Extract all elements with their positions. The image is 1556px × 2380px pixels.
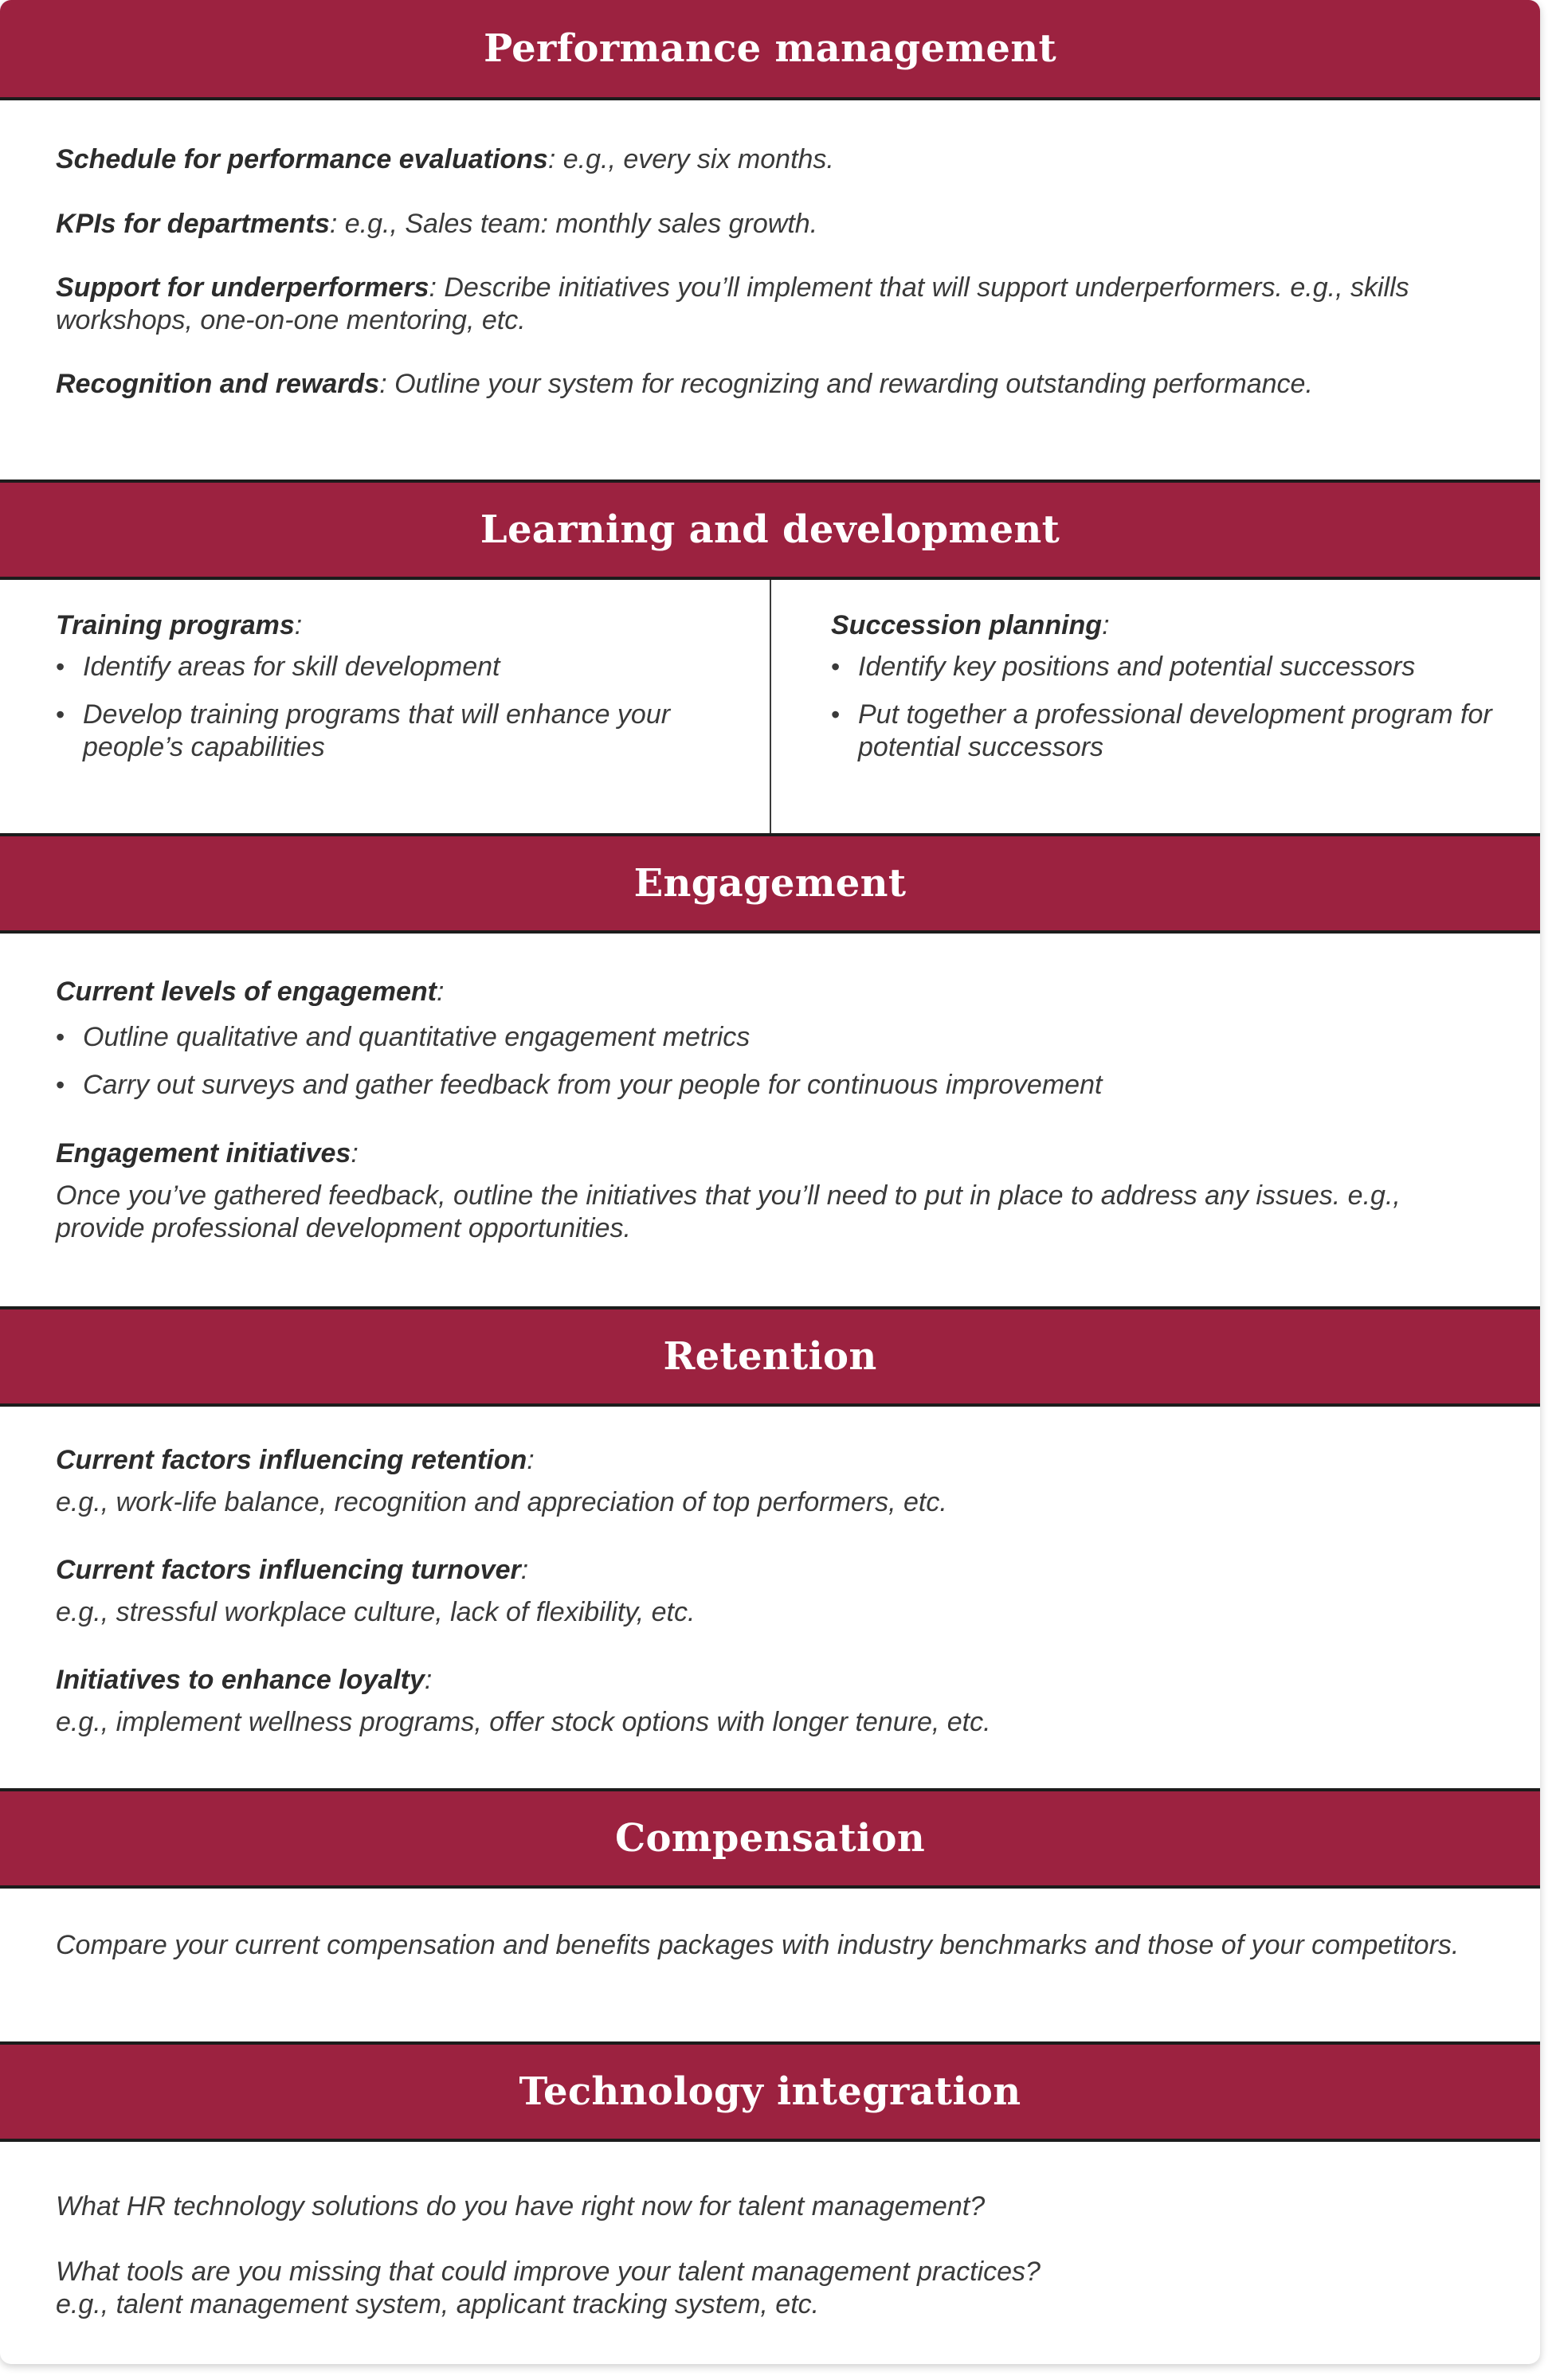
learning-header xyxy=(0,480,1540,580)
performance-item: Support for underperformers: Describe initiatives you’ll implement that will support underperformers. e.g., skills workshops, one-on-one mentoring, etc. xyxy=(56,272,1409,335)
retention-item: Current factors influencing turnover: e.g., stressful workplace culture, lack of flexibility, etc. xyxy=(56,1555,696,1627)
training-programs: Training programs: • Identify areas for skill development • Develop training programs that will enhance your people’s capabilities xyxy=(56,609,741,764)
list-item: • Put together a professional development program for potential successors xyxy=(831,699,1500,764)
column-divider xyxy=(770,580,771,833)
retention-header xyxy=(0,1306,1540,1407)
engagement-header xyxy=(0,833,1540,934)
performance-title: Performance management xyxy=(484,26,1056,71)
retention-item: Current factors influencing retention: e.g., work-life balance, recognition and appreciation of top performers, etc. xyxy=(56,1445,947,1517)
retention-item: Initiatives to enhance loyalty: e.g., implement wellness programs, offer stock options with longer tenure, etc. xyxy=(56,1665,991,1737)
engagement-initiatives: Engagement initiatives: Once you’ve gathered feedback, outline the initiatives that you’ll need to put in place to address any issues. e.g., provide professional development opportunities. xyxy=(56,1138,1401,1243)
list-item: • Develop training programs that will enhance your people’s capabilities xyxy=(56,699,741,764)
retention-title: Retention xyxy=(663,1334,877,1379)
engagement-current: Current levels of engagement: • Outline qualitative and quantitative engagement metrics • Carry out surveys and gather feedback from your people for continuous improvement xyxy=(56,976,1506,1102)
technology-question-2: What tools are you missing that could improve your talent management practices? e.g., talent management system, applicant tracking system, etc. xyxy=(56,2257,1041,2319)
succession-planning: Succession planning: • Identify key positions and potential successors • Put together a professional development program for potential successors xyxy=(831,609,1500,764)
list-item: • Identify key positions and potential successors xyxy=(831,651,1500,683)
technology-question-1: What HR technology solutions do you have right now for talent management? xyxy=(56,2191,986,2221)
compensation-text: Compare your current compensation and benefits packages with industry benchmarks and those of your competitors. xyxy=(56,1930,1460,1960)
performance-item: Recognition and rewards: Outline your system for recognizing and rewarding outstanding performance. xyxy=(56,369,1313,399)
performance-header xyxy=(0,0,1540,100)
learning-title: Learning and development xyxy=(480,507,1060,552)
technology-header xyxy=(0,2041,1540,2142)
performance-item: KPIs for departments: e.g., Sales team: monthly sales growth. xyxy=(56,209,818,239)
engagement-title: Engagement xyxy=(633,861,907,906)
compensation-title: Compensation xyxy=(614,1816,926,1861)
technology-title: Technology integration xyxy=(519,2069,1021,2114)
performance-item: Schedule for performance evaluations: e.g., every six months. xyxy=(56,144,834,174)
list-item: • Outline qualitative and quantitative engagement metrics xyxy=(56,1021,1506,1054)
compensation-header xyxy=(0,1788,1540,1889)
list-item: • Carry out surveys and gather feedback from your people for continuous improvement xyxy=(56,1069,1506,1102)
list-item: • Identify areas for skill development xyxy=(56,651,741,683)
